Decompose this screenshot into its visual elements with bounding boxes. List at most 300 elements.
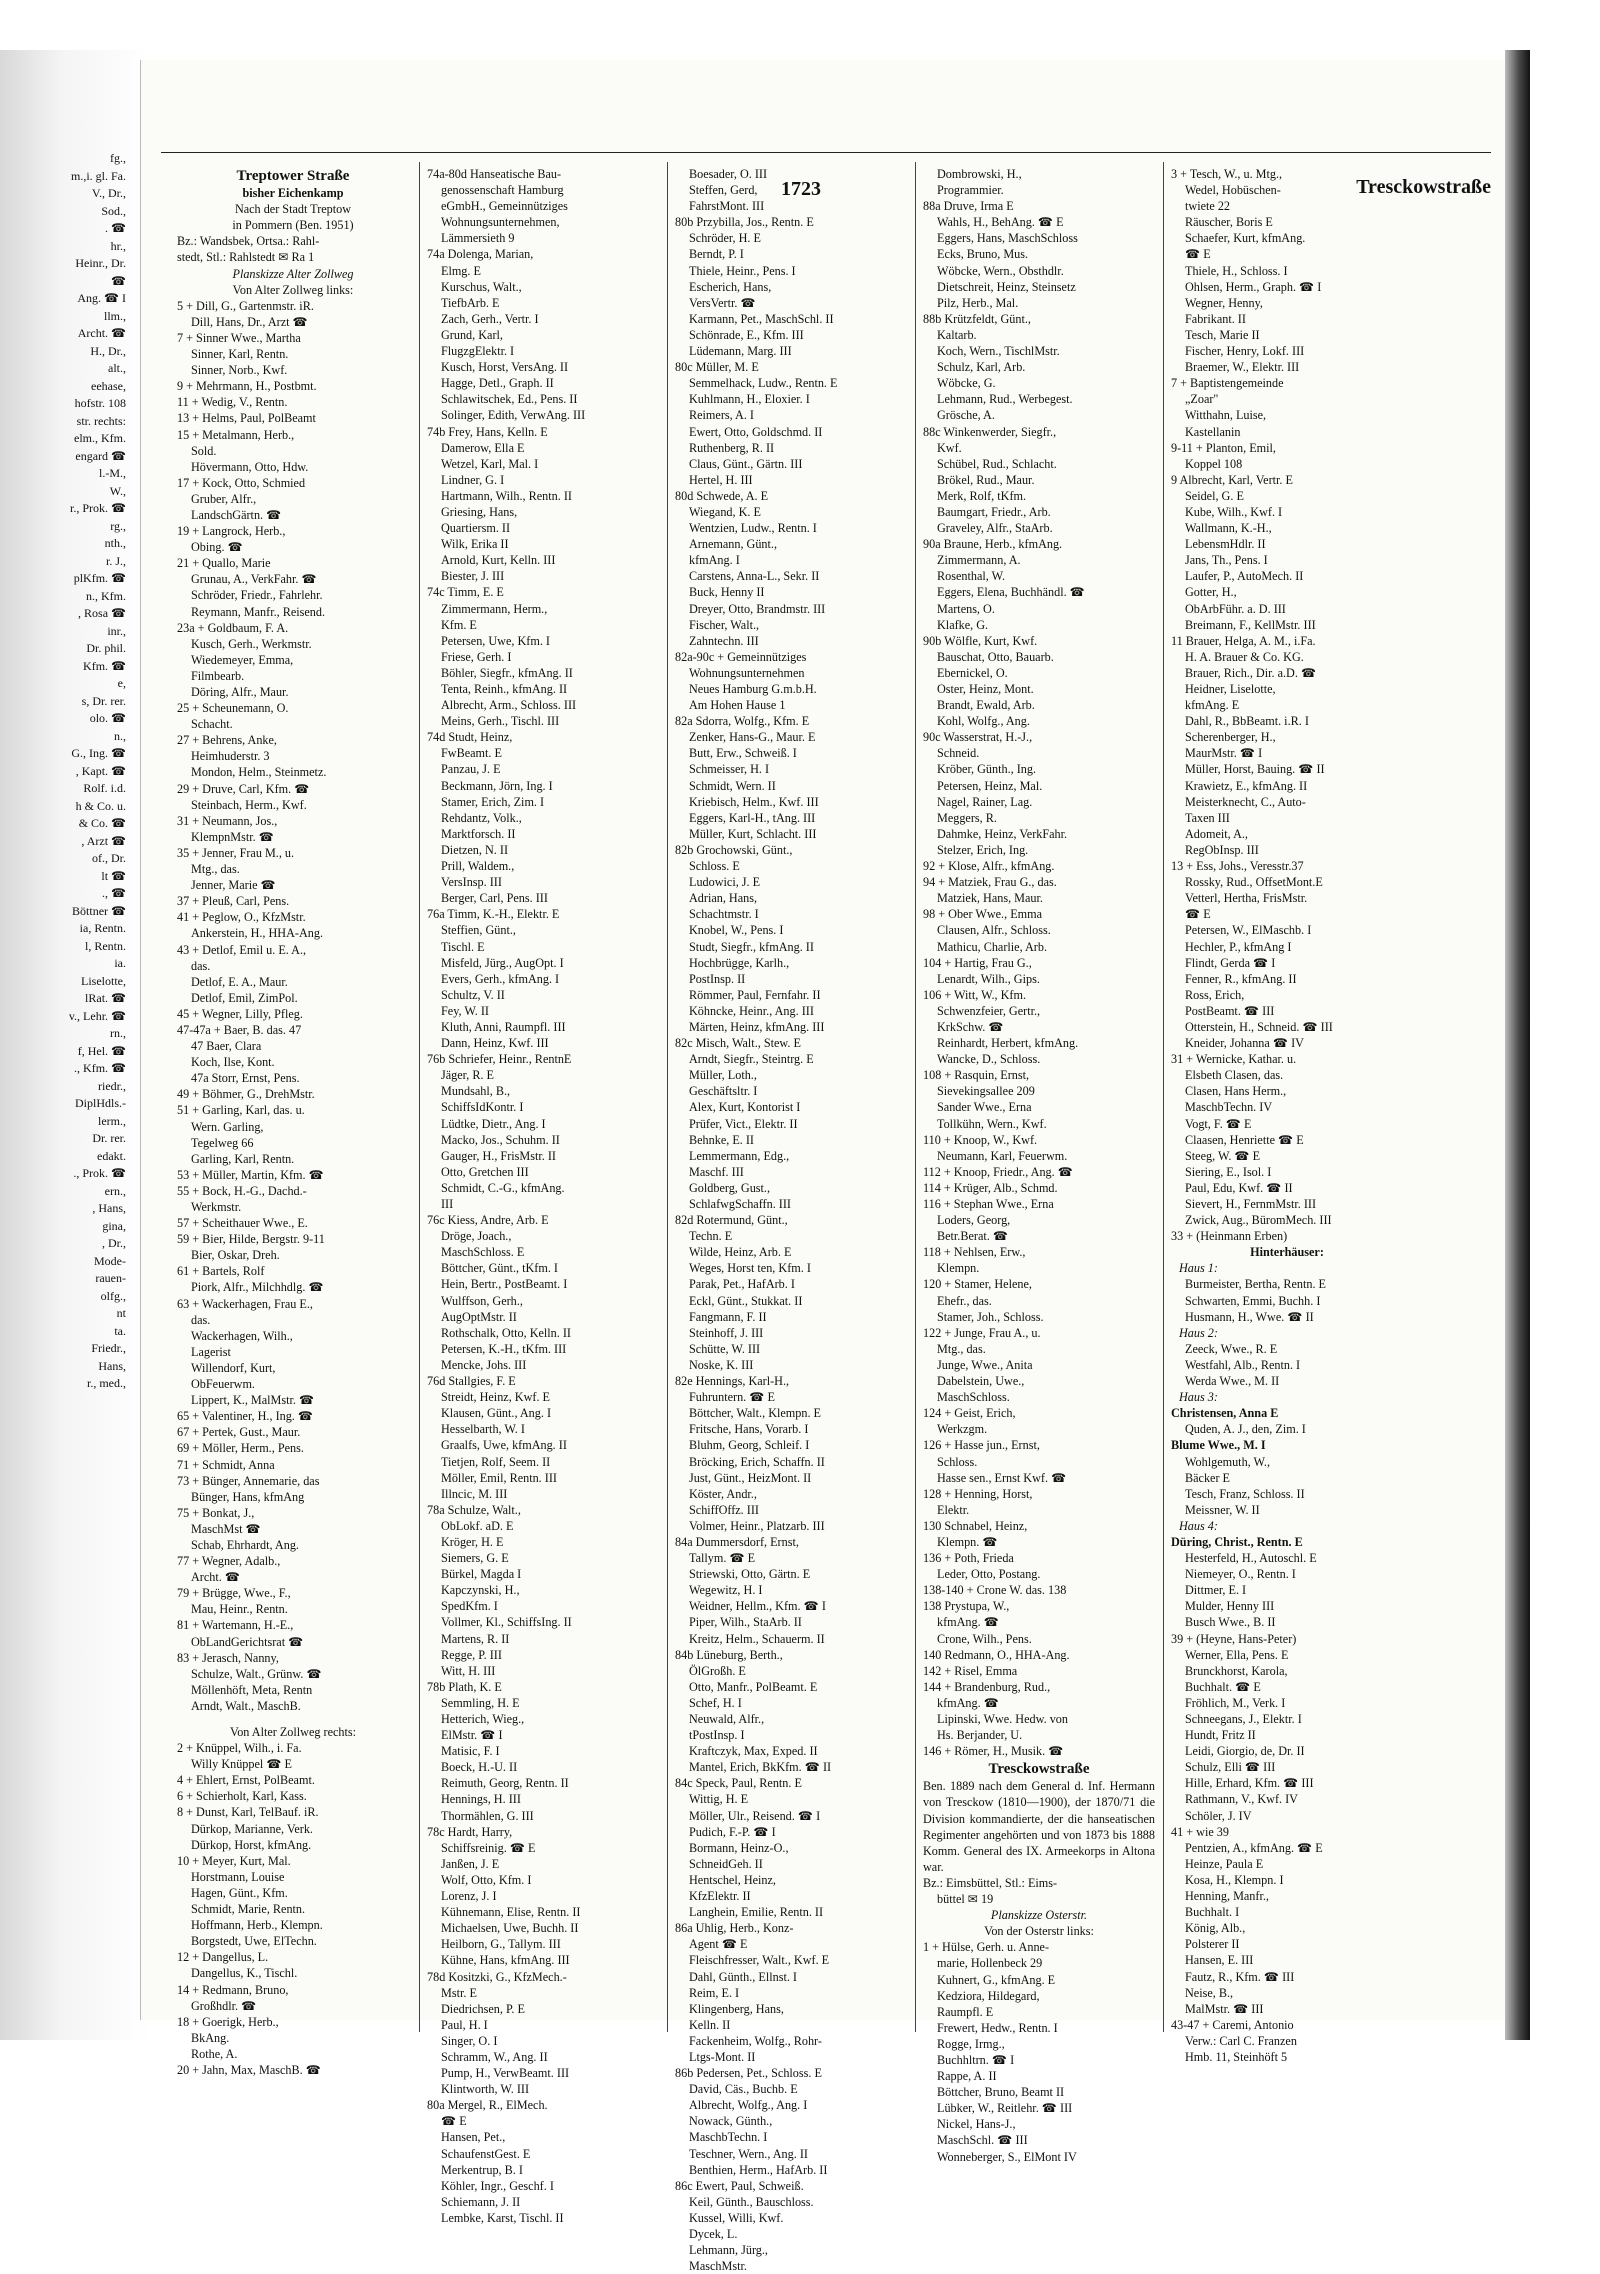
resident-entry: Meggers, R. bbox=[937, 810, 997, 825]
resident-entry: Clasen, Hans Herm., bbox=[1185, 1084, 1287, 1099]
previous-page-margin-fragments bbox=[0, 150, 130, 2030]
resident-entry: Kühne, Hans, kfmAng. III bbox=[441, 1953, 570, 1968]
directory-entry: 82d Rotermund, Günt., bbox=[675, 1213, 788, 1228]
previous-page-fragment: Hans, bbox=[98, 1358, 126, 1373]
directory-entry: 76b Schriefer, Heinr., RentnE bbox=[427, 1052, 572, 1067]
column-divider bbox=[667, 162, 668, 2032]
resident-entry: das. bbox=[191, 1312, 211, 1327]
previous-page-fragment: riedr., bbox=[98, 1078, 126, 1093]
resident-entry: Grösche, A. bbox=[937, 408, 995, 423]
resident-entry: kfmAng. ☎ bbox=[937, 1615, 999, 1630]
directory-entry: 65 + Valentiner, H., Ing. ☎ bbox=[177, 1409, 314, 1424]
directory-entry: 128 + Henning, Horst, bbox=[923, 1486, 1033, 1501]
resident-entry: Kapczynski, H., bbox=[441, 1583, 520, 1598]
resident-entry: Maschf. III bbox=[689, 1164, 744, 1179]
directory-entry: 76a Timm, K.-H., Elektr. E bbox=[427, 907, 560, 922]
resident-entry: Matziek, Hans, Maur. bbox=[937, 891, 1043, 906]
resident-entry: Sievert, H., FernmMstr. III bbox=[1185, 1197, 1316, 1211]
resident-entry: Wöbcke, Wern., Obsthdlr. bbox=[937, 263, 1064, 278]
directory-entry: 45 + Wegner, Lilly, Pfleg. bbox=[177, 1006, 303, 1021]
resident-entry: Reinhardt, Herbert, kfmAng. bbox=[937, 1036, 1079, 1051]
resident-entry: Dittmer, E. I bbox=[1185, 1583, 1247, 1598]
previous-page-fragment: n., bbox=[114, 728, 126, 743]
resident-entry: Wentzien, Ludw., Rentn. I bbox=[689, 521, 817, 536]
resident-entry: Wegner, Henny, bbox=[1185, 295, 1263, 310]
resident-entry: Hs. Berjander, U. bbox=[937, 1728, 1023, 1743]
resident-entry: Boesader, O. III bbox=[689, 167, 768, 181]
resident-entry: Reimers, A. I bbox=[689, 408, 754, 423]
resident-entry: Ltgs-Mont. II bbox=[689, 2049, 756, 2064]
resident-entry: Wiedemeyer, Emma, bbox=[191, 652, 294, 667]
resident-entry: Reimuth, Georg, Rentn. II bbox=[441, 1776, 569, 1791]
resident-entry: Alex, Kurt, Kontorist I bbox=[689, 1100, 801, 1115]
section-subheading: Hinterhäuser: bbox=[1250, 1245, 1324, 1260]
resident-entry: Mundsahl, B., bbox=[441, 1084, 511, 1099]
resident-entry: Martens, R. II bbox=[441, 1631, 510, 1646]
resident-entry: ☎ E bbox=[441, 2114, 467, 2129]
resident-entry: Biester, J. III bbox=[441, 569, 505, 584]
previous-page-fragment: ☎ bbox=[111, 273, 126, 288]
resident-entry: Graalfs, Uwe, kfmAng. II bbox=[441, 1438, 567, 1453]
previous-page-fragment: , Rosa ☎ bbox=[78, 606, 126, 620]
resident-entry: LebensmHdlr. II bbox=[1185, 537, 1266, 552]
resident-entry: Prüfer, Vict., Elektr. II bbox=[689, 1116, 798, 1131]
previous-page-fragment: , Dr., bbox=[102, 1236, 126, 1250]
resident-entry: Schultz, V. II bbox=[441, 987, 505, 1002]
directory-entry: 88c Winkenwerder, Siegfr., bbox=[923, 424, 1057, 439]
resident-entry: Noske, K. III bbox=[689, 1357, 754, 1372]
resident-entry: Marktforsch. II bbox=[441, 826, 516, 841]
resident-entry: Stamer, Joh., Schloss. bbox=[937, 1309, 1044, 1324]
resident-entry: Witthahn, Luise, bbox=[1185, 408, 1267, 423]
directory-entry: 90c Wasserstrat, H.-J., bbox=[923, 730, 1033, 745]
resident-entry: Piork, Alfr., Milchhdlg. ☎ bbox=[191, 1280, 324, 1295]
resident-entry: ObArbFühr. a. D. III bbox=[1185, 601, 1286, 616]
resident-entry: Ohlsen, Herm., Graph. ☎ I bbox=[1185, 279, 1322, 294]
previous-page-fragment: ia, Rentn. bbox=[79, 921, 126, 935]
resident-entry: Arnold, Kurt, Kelln. III bbox=[441, 553, 556, 568]
resident-entry: Goldberg, Gust., bbox=[689, 1180, 771, 1195]
resident-entry: Möllenhöft, Meta, Rentn bbox=[191, 1682, 313, 1697]
column-divider bbox=[419, 162, 420, 2032]
directory-entry: 73 + Bünger, Annemarie, das bbox=[177, 1473, 320, 1488]
previous-page-fragment: plKfm. ☎ bbox=[73, 571, 126, 585]
resident-entry: Carstens, Anna-L., Sekr. II bbox=[689, 569, 820, 584]
resident-entry: Flindt, Gerda ☎ I bbox=[1185, 955, 1276, 970]
directory-entry: 80d Schwede, A. E bbox=[675, 488, 769, 503]
directory-entry: Von Alter Zollweg links: bbox=[232, 282, 354, 297]
resident-entry: Fleischfresser, Walt., Kwf. E bbox=[689, 1953, 830, 1968]
resident-entry: Steinbach, Herm., Kwf. bbox=[191, 797, 307, 812]
resident-entry: FwBeamt. E bbox=[441, 746, 502, 761]
directory-entry: 8 + Dunst, Karl, TelBauf. iR. bbox=[177, 1805, 319, 1820]
resident-entry: Volmer, Heinr., Platzarb. III bbox=[689, 1518, 825, 1533]
page-number: 1723 bbox=[781, 178, 821, 200]
resident-entry: Merk, Rolf, tKfm. bbox=[937, 488, 1027, 503]
resident-entry: Detlof, E. A., Maur. bbox=[191, 974, 288, 989]
previous-page-fragment: ., Prok. ☎ bbox=[73, 1166, 126, 1180]
resident-entry: Kröger, H. E bbox=[441, 1534, 504, 1549]
previous-page-fragment: , Hans, bbox=[92, 1201, 126, 1215]
resident-entry: Techn. E bbox=[689, 1229, 733, 1244]
previous-page-fragment: Dr. phil. bbox=[86, 641, 126, 655]
resident-entry: Hundt, Fritz II bbox=[1185, 1728, 1256, 1743]
previous-page-fragment: Böttner ☎ bbox=[72, 903, 126, 918]
resident-entry: Arndt, Walt., MaschB. bbox=[191, 1698, 301, 1713]
previous-page-fragment: Friedr., bbox=[91, 1341, 126, 1355]
resident-entry: Reymann, Manfr., Reisend. bbox=[191, 604, 326, 619]
resident-entry: MaschSchl. ☎ III bbox=[937, 2133, 1028, 2148]
resident-entry: Hesselbarth, W. I bbox=[441, 1422, 525, 1437]
resident-entry: Neuwald, Alfr., bbox=[689, 1712, 765, 1726]
resident-entry: Großhdlr. ☎ bbox=[191, 1998, 257, 2013]
directory-entry: 67 + Pertek, Gust., Maur. bbox=[177, 1425, 301, 1440]
resident-entry: Kussel, Willi, Kwf. bbox=[689, 2210, 784, 2225]
resident-entry: ÖlGroßh. E bbox=[689, 1663, 746, 1678]
resident-entry: Werkmstr. bbox=[191, 1200, 242, 1214]
resident-entry: Scherenberger, H., bbox=[1185, 730, 1276, 745]
resident-entry: Henning, Manfr., bbox=[1185, 1889, 1269, 1904]
resident-entry: Steinhoff, J. III bbox=[689, 1325, 764, 1340]
resident-entry: Schlawitschek, Ed., Pens. II bbox=[441, 392, 578, 407]
resident-entry: Hesterfeld, H., Autoschl. E bbox=[1185, 1551, 1317, 1566]
directory-entry: 82a Sdorra, Wolfg., Kfm. E bbox=[675, 714, 810, 729]
directory-entry: 20 + Jahn, Max, MaschB. ☎ bbox=[177, 2062, 321, 2077]
resident-entry: Müller, Loth., bbox=[689, 1068, 757, 1083]
resident-entry: Zahntechn. III bbox=[689, 633, 759, 648]
resident-entry: Berndt, P. I bbox=[689, 247, 744, 262]
resident-entry: Kraftczyk, Max, Exped. II bbox=[689, 1744, 818, 1759]
previous-page-fragment: l, Rentn. bbox=[85, 938, 126, 953]
directory-entry: 71 + Schmidt, Anna bbox=[177, 1457, 275, 1472]
resident-entry: Kluth, Anni, Raumpfl. III bbox=[441, 1019, 566, 1034]
resident-entry: Ehefr., das. bbox=[937, 1293, 992, 1308]
directory-entry: 43 + Detlof, Emil u. E. A., bbox=[177, 942, 307, 957]
resident-entry: Matisic, F. I bbox=[441, 1744, 500, 1759]
resident-entry: Polsterer II bbox=[1185, 1937, 1240, 1952]
resident-entry: Filmbearb. bbox=[191, 668, 245, 683]
resident-entry: Leder, Otto, Postang. bbox=[937, 1567, 1041, 1582]
directory-entry: Nach der Stadt Treptow bbox=[234, 202, 352, 217]
resident-entry: Busch Wwe., B. II bbox=[1185, 1615, 1276, 1630]
resident-entry: Merkentrup, B. I bbox=[441, 2162, 523, 2177]
resident-entry: Thormählen, G. III bbox=[441, 1808, 534, 1823]
street-heading: Tresckowstraße bbox=[988, 1761, 1090, 1778]
resident-entry: Brauer, Rich., Dir. a.D. ☎ bbox=[1185, 665, 1317, 680]
resident-entry: Schachtmstr. I bbox=[689, 907, 759, 922]
resident-entry: Zimmermann, A. bbox=[937, 553, 1021, 568]
resident-entry: Burmeister, Bertha, Rentn. E bbox=[1185, 1277, 1326, 1292]
resident-entry: Breimann, F., KellMstr. III bbox=[1185, 617, 1316, 632]
street-heading: Treptower Straße bbox=[236, 168, 350, 184]
resident-entry: Clausen, Alfr., Schloss. bbox=[937, 923, 1051, 938]
resident-entry: Lippert, K., MalMstr. ☎ bbox=[191, 1393, 315, 1408]
resident-entry: Horstmann, Louise bbox=[191, 1869, 285, 1884]
plan-reference: Planskizze Alter Zollweg bbox=[232, 266, 354, 281]
resident-entry: Lehmann, Jürg., bbox=[689, 2243, 768, 2258]
resident-entry: Zenker, Hans-G., Maur. E bbox=[689, 730, 816, 745]
previous-page-fragment: rg., bbox=[110, 518, 126, 533]
resident-entry: Nickel, Hans-J., bbox=[937, 2117, 1016, 2132]
directory-entry: 12 + Dangellus, L. bbox=[177, 1950, 269, 1965]
directory-entry: 61 + Bartels, Rolf bbox=[177, 1264, 265, 1279]
resident-entry: Rosenthal, W. bbox=[937, 569, 1006, 584]
directory-entry: 78c Hardt, Harry, bbox=[427, 1824, 513, 1839]
resident-entry: Pump, H., VerwBeamt. III bbox=[441, 2066, 570, 2081]
resident-entry: Bürkel, Magda I bbox=[441, 1567, 522, 1582]
directory-entry: 94 + Matziek, Frau G., das. bbox=[923, 875, 1057, 890]
resident-entry: Benthien, Herm., HafArb. II bbox=[689, 2162, 828, 2177]
resident-entry: Dann, Heinz, Kwf. III bbox=[441, 1036, 549, 1051]
resident-entry: Archt. ☎ bbox=[191, 1570, 241, 1585]
resident-entry: Wolf, Otto, Kfm. I bbox=[441, 1872, 532, 1887]
previous-page-fragment: edakt. bbox=[97, 1148, 126, 1163]
resident-entry: SchneidGeh. II bbox=[689, 1856, 763, 1871]
resident-entry: Adrian, Hans, bbox=[689, 891, 758, 906]
column-1 bbox=[177, 166, 409, 2077]
resident-entry: Wancke, D., Schloss. bbox=[937, 1052, 1041, 1067]
resident-entry: Möller, Ulr., Reisend. ☎ I bbox=[689, 1808, 821, 1823]
resident-entry: Siering, E., Isol. I bbox=[1185, 1164, 1272, 1179]
resident-entry: Keil, Günth., Bauschloss. bbox=[689, 2194, 814, 2209]
previous-page-fragment: Ang. ☎ I bbox=[77, 291, 126, 305]
previous-page-fragment: DiplHdls.- bbox=[75, 1096, 126, 1110]
resident-entry: Tenta, Reinh., kfmAng. II bbox=[441, 682, 568, 696]
directory-entry: 79 + Brügge, Wwe., F., bbox=[177, 1586, 291, 1601]
resident-entry: Junge, Wwe., Anita bbox=[937, 1357, 1033, 1372]
directory-entry: 69 + Möller, Herm., Pens. bbox=[177, 1441, 304, 1456]
house-subheading: Haus 3: bbox=[1179, 1390, 1218, 1405]
directory-entry: 80c Müller, M. E bbox=[675, 360, 759, 375]
resident-entry: Schramm, W., Ang. II bbox=[441, 2049, 548, 2064]
resident-entry: FlugzgElektr. I bbox=[441, 344, 515, 359]
previous-page-fragment: engard ☎ bbox=[75, 448, 126, 463]
resident-entry: SchiffOffz. III bbox=[689, 1502, 759, 1517]
directory-entry: 9 Albrecht, Karl, Vertr. E bbox=[1171, 472, 1293, 487]
resident-entry: Böttcher, Günt., tKfm. I bbox=[441, 1261, 558, 1276]
directory-entry: in Pommern (Ben. 1951) bbox=[232, 218, 354, 233]
previous-page-fragment: fg., bbox=[110, 151, 126, 165]
resident-entry: Sinner, Karl, Rentn. bbox=[191, 347, 289, 362]
directory-entry: 53 + Müller, Martin, Kfm. ☎ bbox=[177, 1167, 324, 1182]
resident-entry: Schulz, Karl, Arb. bbox=[937, 360, 1026, 375]
resident-entry: VersInsp. III bbox=[441, 875, 502, 890]
resident-entry: Betr.Berat. ☎ bbox=[937, 1229, 1009, 1244]
directory-entry: 23a + Goldbaum, F. A. bbox=[177, 620, 289, 635]
resident-entry: Kusch, Gerh., Werkmstr. bbox=[191, 636, 312, 651]
resident-entry: Elsbeth Clasen, das. bbox=[1185, 1068, 1284, 1083]
resident-entry: Nagel, Rainer, Lag. bbox=[937, 794, 1033, 809]
directory-entry: 77 + Wegner, Adalb., bbox=[177, 1554, 281, 1569]
resident-entry: Dahl, R., BbBeamt. i.R. I bbox=[1185, 714, 1309, 729]
directory-entry: 118 + Nehlsen, Erw., bbox=[923, 1245, 1026, 1260]
directory-entry: 75 + Bonkat, J., bbox=[177, 1505, 255, 1520]
resident-entry: KfzElektr. II bbox=[689, 1889, 751, 1904]
resident-entry: Krawietz, E., kfmAng. II bbox=[1185, 778, 1308, 793]
resident-entry: Albrecht, Arm., Schloss. III bbox=[441, 698, 577, 713]
resident-entry: Wegewitz, H. I bbox=[689, 1583, 763, 1598]
previous-page-fragment: llm., bbox=[103, 308, 126, 323]
resident-entry: Lorenz, J. I bbox=[441, 1889, 497, 1904]
resident-entry: Fritsche, Hans, Vorarb. I bbox=[689, 1422, 809, 1437]
resident-entry: Wulffson, Gerh., bbox=[441, 1293, 523, 1308]
previous-page-fragment: olfg., bbox=[100, 1288, 126, 1303]
resident-entry: Fabrikant. II bbox=[1185, 311, 1246, 326]
directory-entry: 110 + Knoop, W., Kwf. bbox=[923, 1132, 1038, 1147]
resident-entry: Köhler, Ingr., Geschf. I bbox=[441, 2178, 554, 2193]
directory-entry: 4 + Ehlert, Ernst, PolBeamt. bbox=[177, 1773, 315, 1788]
directory-entry: 82e Hennings, Karl-H., bbox=[675, 1374, 790, 1389]
resident-entry: Schacht. bbox=[191, 717, 233, 732]
directory-entry: 25 + Scheunemann, O. bbox=[177, 701, 289, 716]
column-divider bbox=[915, 162, 916, 2032]
resident-entry: Werkzgm. bbox=[937, 1422, 988, 1437]
resident-entry: Wern. Garling, bbox=[191, 1119, 264, 1134]
resident-entry: Kedziora, Hildegard, bbox=[937, 1988, 1040, 2003]
resident-entry: Klempn. ☎ bbox=[937, 1534, 998, 1549]
resident-entry: Zeeck, Wwe., R. E bbox=[1185, 1341, 1278, 1356]
previous-page-fragment: s, Dr. rer. bbox=[81, 693, 126, 708]
directory-entry: 81 + Wartemann, H.-E., bbox=[177, 1618, 294, 1633]
resident-entry: Parak, Pet., HafArb. I bbox=[689, 1277, 795, 1292]
resident-entry: Laufer, P., AutoMech. II bbox=[1185, 569, 1304, 584]
directory-entry: 86b Pedersen, Pet., Schloss. E bbox=[675, 2066, 822, 2081]
resident-entry: Tollkühn, Wern., Kwf. bbox=[937, 1116, 1047, 1131]
resident-entry: Dürkop, Horst, kfmAng. bbox=[191, 1837, 312, 1852]
resident-entry: Schwenzfeier, Gertr., bbox=[937, 1003, 1041, 1018]
resident-entry: Sinner, Norb., Kwf. bbox=[191, 363, 288, 378]
resident-entry: Lübker, W., Reitlehr. ☎ III bbox=[937, 2101, 1073, 2116]
directory-entry: 13 + Ess, Johs., Veresstr.37 bbox=[1171, 859, 1304, 874]
directory-entry: 35 + Jenner, Frau M., u. bbox=[177, 845, 295, 860]
resident-entry: Jenner, Marie ☎ bbox=[191, 878, 276, 893]
previous-page-fragment: G., Ing. ☎ bbox=[71, 746, 126, 760]
resident-entry: Müller, Kurt, Schlacht. III bbox=[689, 826, 817, 841]
resident-entry: Hövermann, Otto, Hdw. bbox=[191, 459, 309, 474]
resident-entry: MaschSchloss. bbox=[937, 1390, 1010, 1405]
previous-page-fragment: f, Hel. ☎ bbox=[77, 1043, 126, 1058]
resident-entry: Dahmke, Heinz, VerkFahr. bbox=[937, 826, 1068, 841]
resident-entry: Steffien, Günt., bbox=[441, 923, 516, 938]
resident-entry: Werda Wwe., M. II bbox=[1185, 1374, 1280, 1389]
resident-entry: Hartmann, Wilh., Rentn. II bbox=[441, 488, 572, 503]
directory-entry: 106 + Witt, W., Kfm. bbox=[923, 987, 1026, 1002]
resident-entry: Kohl, Wolfg., Ang. bbox=[937, 714, 1030, 729]
directory-entry: 74b Frey, Hans, Kelln. E bbox=[427, 424, 548, 439]
resident-entry: SchiffsIdKontr. I bbox=[441, 1100, 524, 1115]
resident-entry: Prill, Waldem., bbox=[441, 859, 515, 874]
resident-entry: MalMstr. ☎ III bbox=[1185, 2001, 1264, 2016]
resident-entry: Willendorf, Kurt, bbox=[191, 1360, 276, 1375]
resident-entry: Wohnungsunternehmen, bbox=[441, 215, 560, 230]
resident-entry: Märten, Heinz, kfmAng. III bbox=[689, 1019, 825, 1034]
resident-entry: PostBeamt. ☎ III bbox=[1185, 1003, 1275, 1018]
resident-entry: Lembke, Karst, Tischl. II bbox=[441, 2210, 564, 2225]
resident-entry: Schulze, Walt., Grünw. ☎ bbox=[191, 1666, 322, 1681]
resident-entry: Wedel, Hobüschen- bbox=[1185, 183, 1281, 198]
previous-page-fragment: lRat. ☎ bbox=[85, 991, 126, 1005]
resident-entry: Wöbcke, G. bbox=[937, 376, 996, 391]
directory-entry: 43-47 + Caremi, Antonio bbox=[1171, 2017, 1294, 2032]
directory-entry: Düring, Christ., Rentn. E bbox=[1171, 1534, 1303, 1549]
directory-entry: 92 + Klose, Alfr., kfmAng. bbox=[923, 859, 1055, 874]
resident-entry: Lipinski, Wwe. Hedw. von bbox=[937, 1712, 1068, 1726]
resident-entry: Rossky, Rud., OffsetMont.E bbox=[1185, 875, 1323, 890]
previous-page-fragment: Rolf. i.d. bbox=[83, 781, 126, 795]
directory-entry: 82c Misch, Walt., Stew. E bbox=[675, 1036, 801, 1051]
resident-entry: Ebernickel, O. bbox=[937, 665, 1008, 680]
resident-entry: Wittig, H. E bbox=[689, 1792, 749, 1807]
resident-entry: Ankerstein, H., HHA-Ang. bbox=[191, 926, 324, 941]
resident-entry: TiefbArb. E bbox=[441, 295, 500, 310]
previous-page-fragment: Archt. ☎ bbox=[77, 326, 126, 340]
resident-entry: Schübel, Rud., Schlacht. bbox=[937, 456, 1057, 471]
resident-entry: Beckmann, Jörn, Ing. I bbox=[441, 778, 553, 793]
previous-page-fragment: . ☎ bbox=[105, 221, 126, 235]
resident-entry: Wilk, Erika II bbox=[441, 537, 509, 552]
resident-entry: Tesch, Franz, Schloss. II bbox=[1185, 1486, 1305, 1501]
resident-entry: Ruthenberg, R. II bbox=[689, 440, 775, 455]
resident-entry: Verw.: Carl C. Franzen bbox=[1185, 2033, 1297, 2048]
resident-entry: Zimmermann, Herm., bbox=[441, 601, 548, 616]
directory-entry: 11 Brauer, Helga, A. M., i.Fa. bbox=[1171, 633, 1316, 648]
section-subheading: bisher Eichenkamp bbox=[242, 186, 344, 201]
directory-entry: 31 + Wernicke, Kathar. u. bbox=[1171, 1052, 1297, 1067]
directory-entry: 1 + Hülse, Gerh. u. Anne- bbox=[923, 1940, 1050, 1955]
resident-entry: Am Hohen Hause 1 bbox=[689, 698, 786, 713]
resident-entry: Geschäftsltr. I bbox=[689, 1084, 758, 1099]
directory-entry: 82b Grochowski, Günt., bbox=[675, 842, 793, 857]
directory-entry: 130 Schnabel, Heinz, bbox=[923, 1518, 1028, 1533]
directory-entry: 120 + Stamer, Helene, bbox=[923, 1277, 1032, 1292]
resident-entry: Mulder, Henny III bbox=[1185, 1599, 1275, 1614]
directory-entry: 19 + Langrock, Herb., bbox=[177, 524, 286, 539]
previous-page-fragment: Dr. rer. bbox=[92, 1131, 126, 1145]
resident-entry: Kosa, H., Klempn. I bbox=[1185, 1872, 1284, 1887]
directory-entry: 86a Uhlig, Herb., Konz- bbox=[675, 1921, 794, 1936]
resident-entry: Streidt, Heinz, Kwf. E bbox=[441, 1390, 550, 1405]
resident-entry: Kfm. E bbox=[441, 617, 477, 632]
directory-entry: 6 + Schierholt, Karl, Kass. bbox=[177, 1789, 307, 1804]
resident-entry: Buchhalt. I bbox=[1185, 1905, 1240, 1920]
resident-entry: Nowack, Günth., bbox=[689, 2114, 773, 2129]
directory-entry: 78d Kositzki, G., KfzMech.- bbox=[427, 1969, 567, 1984]
previous-page-fragment: , Kapt. ☎ bbox=[75, 763, 126, 778]
resident-entry: Gauger, H., FrisMstr. II bbox=[441, 1148, 556, 1163]
directory-entry: 49 + Böhmer, G., DrehMstr. bbox=[177, 1087, 315, 1102]
resident-entry: Kusch, Horst, VersAng. II bbox=[441, 360, 569, 375]
resident-entry: Klintworth, W. III bbox=[441, 2082, 530, 2097]
previous-page-fragment: rauen- bbox=[95, 1271, 126, 1285]
directory-entry: 86c Ewert, Paul, Schweiß. bbox=[675, 2178, 804, 2193]
resident-entry: Fautz, R., Kfm. ☎ III bbox=[1185, 1969, 1295, 1984]
resident-entry: Piper, Wilh., StaArb. II bbox=[689, 1615, 802, 1630]
resident-entry: Wonneberger, S., ElMont IV bbox=[937, 2149, 1077, 2164]
resident-entry: Heilborn, G., Tallym. III bbox=[441, 1937, 561, 1952]
resident-entry: Thiele, Heinr., Pens. I bbox=[689, 263, 796, 278]
resident-entry: Rathmann, V., Kwf. IV bbox=[1185, 1792, 1298, 1807]
resident-entry: Ludowici, J. E bbox=[689, 875, 761, 890]
resident-entry: MaschbTechn. I bbox=[689, 2130, 768, 2145]
resident-entry: Buchhltrn. ☎ I bbox=[937, 2052, 1015, 2067]
resident-entry: Ecks, Bruno, Mus. bbox=[937, 247, 1029, 262]
previous-page-fragment: , Arzt ☎ bbox=[81, 833, 126, 848]
column-2 bbox=[427, 166, 659, 2225]
previous-page-fragment: alt., bbox=[108, 361, 126, 375]
resident-entry: Lemmermann, Edg., bbox=[689, 1148, 790, 1163]
resident-entry: Stelzer, Erich, Ing. bbox=[937, 842, 1029, 857]
resident-entry: Koppel 108 bbox=[1185, 456, 1243, 471]
